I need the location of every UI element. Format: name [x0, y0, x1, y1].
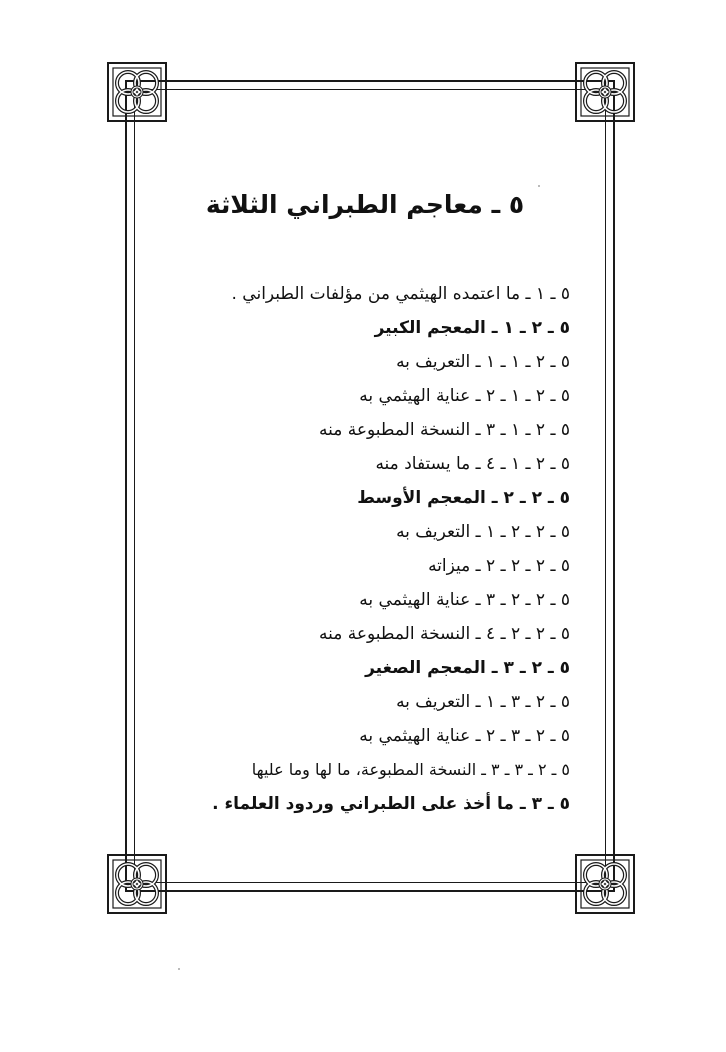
celtic-knot-icon — [572, 851, 638, 917]
celtic-knot-icon — [572, 59, 638, 125]
chapter-title: ٥ ـ معاجم الطبراني الثلاثة — [205, 190, 525, 219]
toc-item: ٥ ـ ٢ ـ ٢ ـ ٣ ـ عناية الهيثمي به — [359, 590, 570, 610]
toc-item: ٥ ـ ١ ـ ما اعتمده الهيثمي من مؤلفات الطبراني . — [231, 284, 570, 304]
toc-item: ٥ ـ ٢ ـ ٢ ـ ٢ ـ ميزاته — [428, 556, 570, 576]
toc-item: ٥ ـ ٢ ـ ٣ ـ ١ ـ التعريف به — [396, 692, 570, 712]
toc-item: ٥ ـ ٣ ـ ما أخذ على الطبراني وردود العلماء . — [212, 794, 570, 814]
celtic-knot-icon — [104, 851, 170, 917]
toc-item: ٥ ـ ٢ ـ ٣ ـ المعجم الصغير — [365, 658, 570, 678]
celtic-knot-icon — [104, 59, 170, 125]
scan-speck — [178, 968, 180, 970]
toc-item: ٥ ـ ٢ ـ ١ ـ ٢ ـ عناية الهيثمي به — [359, 386, 570, 406]
toc-item: ٥ ـ ٢ ـ ١ ـ ٣ ـ النسخة المطبوعة منه — [318, 420, 570, 440]
toc-item: ٥ ـ ٢ ـ ٣ ـ ٢ ـ عناية الهيثمي به — [359, 726, 570, 746]
toc-item: ٥ ـ ٢ ـ ٢ ـ ٤ ـ النسخة المطبوعة منه — [318, 624, 570, 644]
toc-item: ٥ ـ ٢ ـ ١ ـ المعجم الكبير — [374, 318, 570, 338]
toc-item: ٥ ـ ٢ ـ ١ ـ ٤ ـ ما يستفاد منه — [375, 454, 570, 474]
scan-speck — [538, 185, 540, 187]
toc-item: ٥ ـ ٢ ـ ٣ ـ ٣ ـ النسخة المطبوعة، ما لها وما عليها — [251, 760, 570, 779]
page-content — [150, 185, 570, 821]
toc-item: ٥ ـ ٢ ـ ٢ ـ ١ ـ التعريف به — [396, 522, 570, 542]
table-of-contents — [150, 277, 570, 821]
toc-item: ٥ ـ ٢ ـ ١ ـ ١ ـ التعريف به — [396, 352, 570, 372]
toc-item: ٥ ـ ٢ ـ ٢ ـ المعجم الأوسط — [357, 488, 570, 508]
